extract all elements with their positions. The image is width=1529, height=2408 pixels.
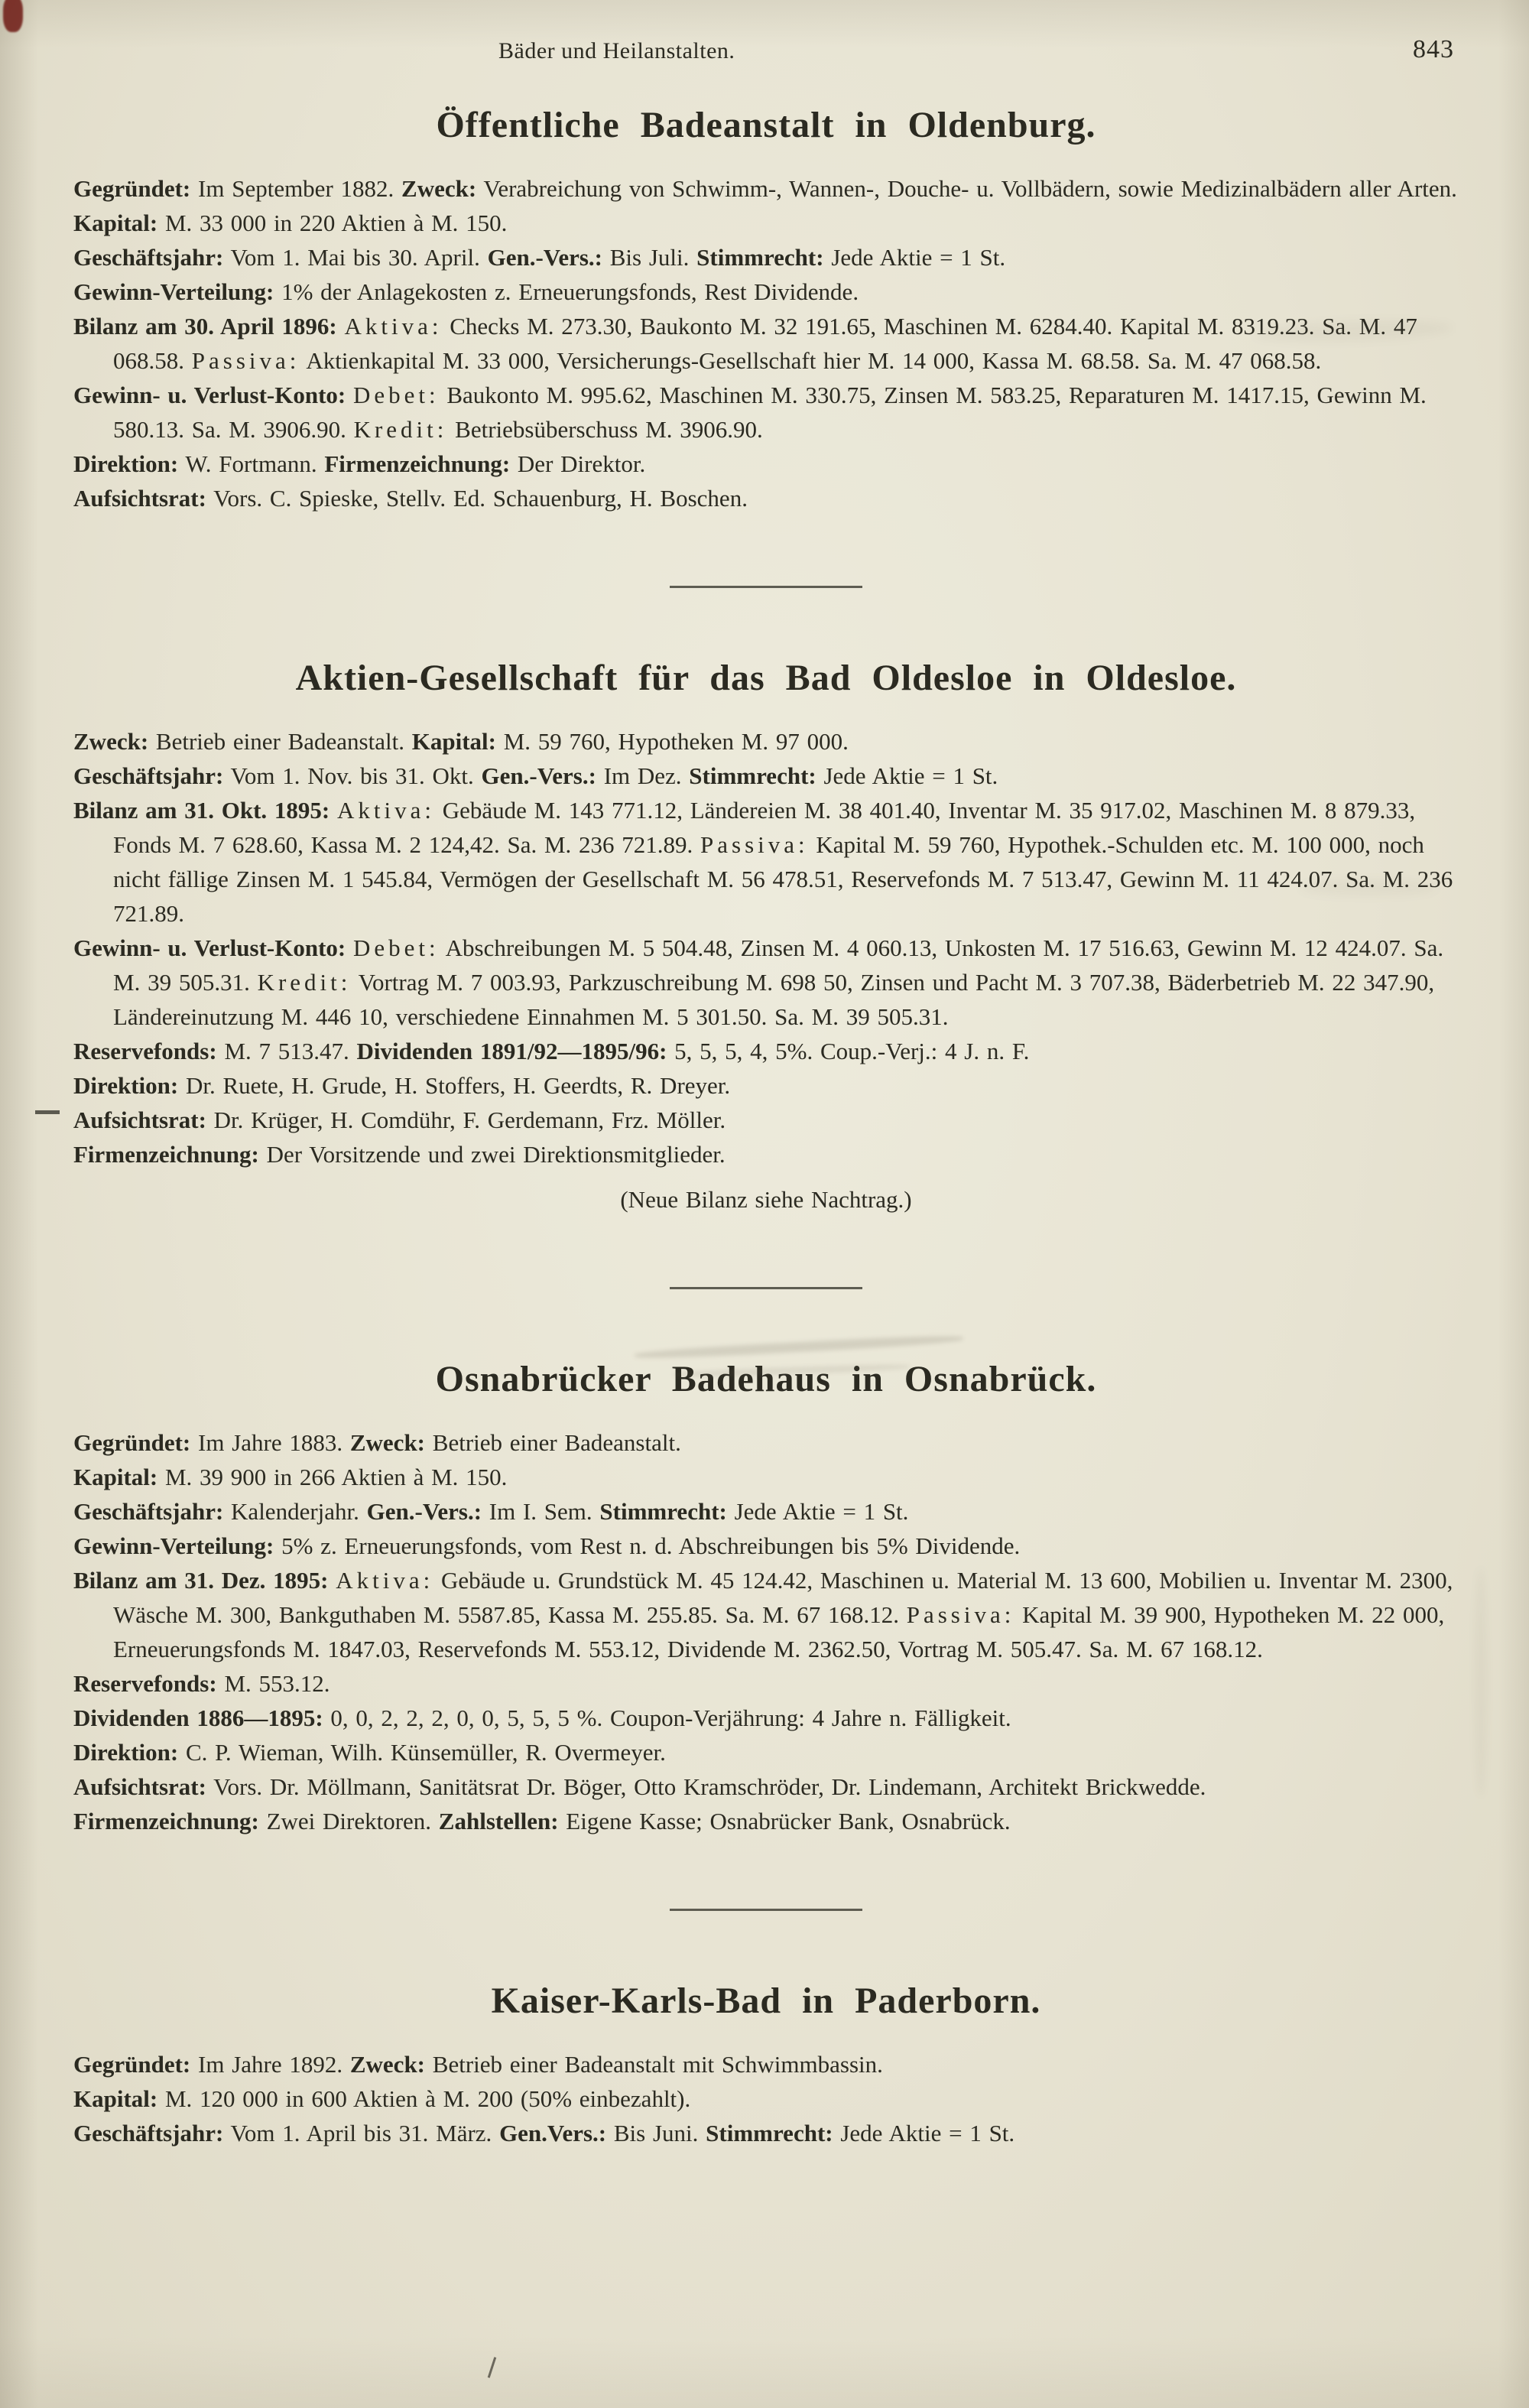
entry-label: Direktion: <box>73 450 179 477</box>
entry-label: Gegründet: <box>73 2051 191 2078</box>
entry-text: Zwei Direktoren. <box>258 1808 439 1834</box>
scan-smudge <box>1474 1568 1488 1797</box>
entry-label: Kapital: <box>411 728 496 755</box>
entry-label: Gewinn-Verteilung: <box>73 278 274 305</box>
entry-text: Betrieb einer Badeanstalt. <box>148 728 412 755</box>
entry-paragraph-gewinn-verlust-konto <box>73 378 1459 447</box>
entry-text: Verabreichung von Schwimm-, Wannen-, Douche- u. Vollbädern, sowie Medizinalbädern aller Arten. <box>476 175 1457 202</box>
entry-text: 0, 0, 2, 2, 2, 0, 0, 5, 5, 5 %. Coupon-Verjährung: 4 Jahre n. Fälligkeit. <box>323 1704 1011 1731</box>
entry-text <box>329 797 337 824</box>
section-oldesloe <box>73 657 1459 1217</box>
spaced-term: Passiva: <box>700 831 809 858</box>
entry-text <box>346 382 353 408</box>
entry-text: 5% z. Erneuerungsfonds, vom Rest n. d. Abschreibungen bis 5% Dividende. <box>274 1532 1021 1559</box>
entry-label: Direktion: <box>73 1072 179 1099</box>
entry-text: 5, 5, 5, 4, 5%. Coup.-Verj.: 4 J. n. F. <box>667 1038 1030 1064</box>
entry-label: Gen.Vers.: <box>499 2120 607 2146</box>
entry-label: Geschäftsjahr: <box>73 762 224 789</box>
entry-label: Gewinn- u. Verlust-Konto: <box>73 934 346 961</box>
entry-text: Im Jahre 1883. <box>190 1429 350 1456</box>
scan-corner-speck <box>3 0 23 32</box>
sections-container <box>73 104 1459 2150</box>
entry-text: Vors. C. Spieske, Stellv. Ed. Schauenburg, H. Boschen. <box>206 485 748 512</box>
entry-text: Im Dez. <box>596 762 690 789</box>
entry-label: Kapital: <box>73 1464 158 1490</box>
entry-paragraph-gegruendet-zweck <box>73 2047 1459 2081</box>
entry-label: Kapital: <box>73 210 158 236</box>
entry-paragraph-bilanz <box>73 309 1459 378</box>
section-osnabrueck <box>73 1358 1459 1838</box>
entry-text: Bis Juli. <box>602 244 697 271</box>
section-title-oldesloe: Aktien-Gesellschaft für das Bad Oldesloe in Oldesloe. <box>295 658 1237 698</box>
entry-text: Vors. Dr. Möllmann, Sanitätsrat Dr. Böger, Otto Kramschröder, Dr. Lindemann, Architekt Brickwedde. <box>206 1773 1206 1800</box>
entry-label: Dividenden 1891/92—1895/96: <box>356 1038 667 1064</box>
entry-paragraph-aufsichtsrat <box>73 1103 1459 1137</box>
entry-paragraph-gegruendet-zweck <box>73 1425 1459 1460</box>
entry-label: Firmenzeichnung: <box>73 1141 259 1168</box>
entry-paragraph-bilanz <box>73 1563 1459 1666</box>
spaced-term: Passiva: <box>191 347 300 374</box>
entry-paragraph-nachtrag-note <box>73 1182 1459 1217</box>
entry-text: Kapital M. 59 760, Hypothek.-Schulden etc. M. 100 000, noch nicht fällige Zinsen M. 1 545.84, Vermögen der Gesellschaft M. 56 478.51, Reservefonds M. 7 513.47, Gewinn M. 11 424.07. Sa. M. 236 721.89. <box>113 831 1453 927</box>
entry-text: Jede Aktie = 1 St. <box>816 762 998 789</box>
section-separator <box>670 1287 862 1289</box>
entry-paragraph-reservefonds <box>73 1666 1459 1701</box>
section-title-osnabrueck: Osnabrücker Badehaus in Osnabrück. <box>435 1359 1097 1399</box>
scan-margin-dash <box>35 1110 60 1114</box>
entry-paragraph-geschaeftsjahr-genvers-stimmrecht <box>73 2116 1459 2150</box>
entry-text: Vom 1. April bis 31. März. <box>223 2120 500 2146</box>
entry-label: Direktion: <box>73 1739 179 1766</box>
entry-label: Zweck: <box>401 175 477 202</box>
entry-text: Betrieb einer Badeanstalt. <box>425 1429 681 1456</box>
spaced-term: Kredit: <box>257 969 352 996</box>
entry-paragraph-aufsichtsrat <box>73 1769 1459 1804</box>
entry-text <box>337 313 345 340</box>
entry-text: W. Fortmann. <box>178 450 325 477</box>
entry-label: Firmenzeichnung: <box>73 1808 259 1834</box>
section-title-oldenburg: Öffentliche Badeanstalt in Oldenburg. <box>436 105 1096 145</box>
entry-paragraph-gewinn-verteilung <box>73 275 1459 309</box>
entry-text: 1% der Anlagekosten z. Erneuerungsfonds, Rest Dividende. <box>274 278 859 305</box>
entry-text: Im I. Sem. <box>482 1498 600 1525</box>
entry-text: Der Vorsitzende und zwei Direktionsmitglieder. <box>258 1141 726 1168</box>
section-oldenburg <box>73 104 1459 515</box>
entry-label: Reservefonds: <box>73 1038 217 1064</box>
entry-paragraph-geschaeftsjahr-genvers-stimmrecht <box>73 240 1459 275</box>
entry-text: Betriebsüberschuss M. 3906.90. <box>447 416 763 443</box>
entry-label: Aufsichtsrat: <box>73 485 206 512</box>
entry-text: Vom 1. Nov. bis 31. Okt. <box>223 762 482 789</box>
entry-text: Bis Juni. <box>606 2120 706 2146</box>
entry-label: Firmenzeichnung: <box>324 450 511 477</box>
entry-text: M. 120 000 in 600 Aktien à M. 200 (50% einbezahlt). <box>157 2085 691 2112</box>
entry-text: Im Jahre 1892. <box>190 2051 350 2078</box>
scan-stray-mark <box>488 2357 497 2378</box>
entry-text: Checks M. 273.30, Baukonto M. 32 191.65, Maschinen M. 6284.40. Kapital M. 8319.23. Sa. M. 47 068.58. <box>113 313 1417 374</box>
spaced-term: Aktiva: <box>336 1567 434 1594</box>
section-separator <box>670 1909 862 1911</box>
entry-label: Aufsichtsrat: <box>73 1107 206 1133</box>
entry-label: Kapital: <box>73 2085 158 2112</box>
entry-paragraph-firmenzeichnung-zahlstellen <box>73 1804 1459 1838</box>
entry-paragraph-aufsichtsrat <box>73 481 1459 515</box>
spaced-term: Kredit: <box>353 416 448 443</box>
entry-paragraph-gewinn-verteilung <box>73 1529 1459 1563</box>
entry-label: Gewinn- u. Verlust-Konto: <box>73 382 346 408</box>
entry-label: Stimmrecht: <box>599 1498 727 1525</box>
entry-text: Vom 1. Mai bis 30. April. <box>223 244 488 271</box>
entry-text: M. 39 900 in 266 Aktien à M. 150. <box>157 1464 508 1490</box>
section-separator <box>670 586 862 588</box>
entry-text: Kapital M. 39 900, Hypotheken M. 22 000, Erneuerungsfonds M. 1847.03, Reservefonds M. 553.12, Dividende M. 2362.50, Vortrag M. 505.47. Sa. M. 67 168.12. <box>113 1601 1445 1662</box>
running-title: Bäder und Heilanstalten. <box>498 38 735 63</box>
entry-text: C. P. Wieman, Wilh. Künsemüller, R. Overmeyer. <box>178 1739 666 1766</box>
entry-paragraph-direktion-firmenzeichnung <box>73 447 1459 481</box>
entry-text: Abschreibungen M. 5 504.48, Zinsen M. 4 060.13, Unkosten M. 17 516.63, Gewinn M. 12 424.07. Sa. M. 39 505.31. <box>113 934 1444 996</box>
entry-label: Geschäftsjahr: <box>73 1498 224 1525</box>
entry-label: Stimmrecht: <box>706 2120 833 2146</box>
entry-paragraph-reservefonds-dividenden <box>73 1034 1459 1068</box>
entry-label: Dividenden 1886—1895: <box>73 1704 323 1731</box>
entry-text: M. 59 760, Hypotheken M. 97 000. <box>495 728 849 755</box>
entry-label: Stimmrecht: <box>696 244 824 271</box>
entry-label: Stimmrecht: <box>689 762 816 789</box>
entry-paragraph-kapital <box>73 206 1459 240</box>
entry-text: Vortrag M. 7 003.93, Parkzuschreibung M. 698 50, Zinsen und Pacht M. 3 707.38, Bäderbetrieb M. 22 347.90, Ländereinutzung M. 446 10, verschiedene Einnahmen M. 5 301.50. Sa. M. 39 505.31. <box>113 969 1435 1030</box>
entry-paragraph-dividenden <box>73 1701 1459 1735</box>
entry-paragraph-direktion <box>73 1735 1459 1769</box>
entry-label: Bilanz am 31. Okt. 1895: <box>73 797 330 824</box>
entry-label: Geschäftsjahr: <box>73 2120 224 2146</box>
page-number: 843 <box>1413 35 1454 63</box>
section-paderborn <box>73 1980 1459 2150</box>
entry-text: Gebäude M. 143 771.12, Ländereien M. 38 401.40, Inventar M. 35 917.02, Maschinen M. 8 879.33, Fonds M. 7 628.60, Kassa M. 2 124,42. Sa. M. 236 721.89. <box>113 797 1416 858</box>
entry-text: Im September 1882. <box>190 175 402 202</box>
entry-label: Gen.-Vers.: <box>366 1498 482 1525</box>
spaced-term: Debet: <box>352 382 440 408</box>
entry-label: Bilanz am 31. Dez. 1895: <box>73 1567 329 1594</box>
entry-paragraph-zweck-kapital <box>73 724 1459 759</box>
entry-text: M. 33 000 in 220 Aktien à M. 150. <box>157 210 508 236</box>
entry-text: Eigene Kasse; Osnabrücker Bank, Osnabrück. <box>558 1808 1011 1834</box>
entry-label: Gen.-Vers.: <box>487 244 602 271</box>
entry-paragraph-geschaeftsjahr-genvers-stimmrecht <box>73 759 1459 793</box>
entry-text: M. 553.12. <box>216 1670 330 1697</box>
entry-text: Jede Aktie = 1 St. <box>823 244 1006 271</box>
entry-label: Geschäftsjahr: <box>73 244 224 271</box>
entry-text: Der Direktor. <box>510 450 646 477</box>
entry-label: Zweck: <box>73 728 149 755</box>
entry-paragraph-gegruendet-zweck <box>73 171 1459 206</box>
spaced-term: Aktiva: <box>344 313 443 340</box>
entry-paragraph-kapital <box>73 1460 1459 1494</box>
entry-paragraph-bilanz <box>73 793 1459 931</box>
spaced-term: Passiva: <box>906 1601 1015 1628</box>
entry-text: Gebäude u. Grundstück M. 45 124.42, Maschinen u. Material M. 13 600, Mobilien u. Inventar M. 2300, Wäsche M. 300, Bankguthaben M. 5587.85, Kassa M. 255.85. Sa. M. 67 168.12. <box>113 1567 1453 1628</box>
entry-label: Zahlstellen: <box>438 1808 559 1834</box>
entry-label: Reservefonds: <box>73 1670 217 1697</box>
entry-text: Jede Aktie = 1 St. <box>726 1498 909 1525</box>
page-header <box>73 35 1459 78</box>
entry-text <box>328 1567 336 1594</box>
entry-text: Betrieb einer Badeanstalt mit Schwimmbassin. <box>425 2051 883 2078</box>
spaced-term: Aktiva: <box>336 797 435 824</box>
entry-text: Dr. Ruete, H. Grude, H. Stoffers, H. Geerdts, R. Dreyer. <box>178 1072 731 1099</box>
entry-text: Baukonto M. 995.62, Maschinen M. 330.75, Zinsen M. 583.25, Reparaturen M. 1417.15, Gewinn M. 580.13. Sa. M. 3906.90. <box>113 382 1427 443</box>
entry-text: Aktienkapital M. 33 000, Versicherungs-Gesellschaft hier M. 14 000, Kassa M. 68.58. Sa. M. 47 068.58. <box>300 347 1322 374</box>
entry-text <box>346 934 353 961</box>
entry-text: M. 7 513.47. <box>216 1038 357 1064</box>
entry-label: Aufsichtsrat: <box>73 1773 206 1800</box>
spaced-term: Debet: <box>352 934 440 961</box>
entry-paragraph-geschaeftsjahr-genvers-stimmrecht <box>73 1494 1459 1529</box>
section-title-paderborn: Kaiser-Karls-Bad in Paderborn. <box>491 1981 1041 2021</box>
entry-paragraph-kapital <box>73 2081 1459 2116</box>
entry-label: Zweck: <box>349 1429 426 1456</box>
entry-text: Dr. Krüger, H. Comdühr, F. Gerdemann, Frz. Möller. <box>206 1107 726 1133</box>
entry-label: Gegründet: <box>73 1429 191 1456</box>
entry-label: Gen.-Vers.: <box>481 762 596 789</box>
entry-text: (Neue Bilanz siehe Nachtrag.) <box>620 1186 912 1213</box>
entry-label: Gegründet: <box>73 175 191 202</box>
entry-label: Gewinn-Verteilung: <box>73 1532 274 1559</box>
entry-label: Zweck: <box>349 2051 426 2078</box>
entry-paragraph-gewinn-verlust-konto <box>73 931 1459 1034</box>
entry-text: Kalenderjahr. <box>223 1498 367 1525</box>
entry-paragraph-direktion <box>73 1068 1459 1103</box>
entry-paragraph-firmenzeichnung <box>73 1137 1459 1172</box>
entry-text: Jede Aktie = 1 St. <box>833 2120 1015 2146</box>
entry-label: Bilanz am 30. April 1896: <box>73 313 337 340</box>
